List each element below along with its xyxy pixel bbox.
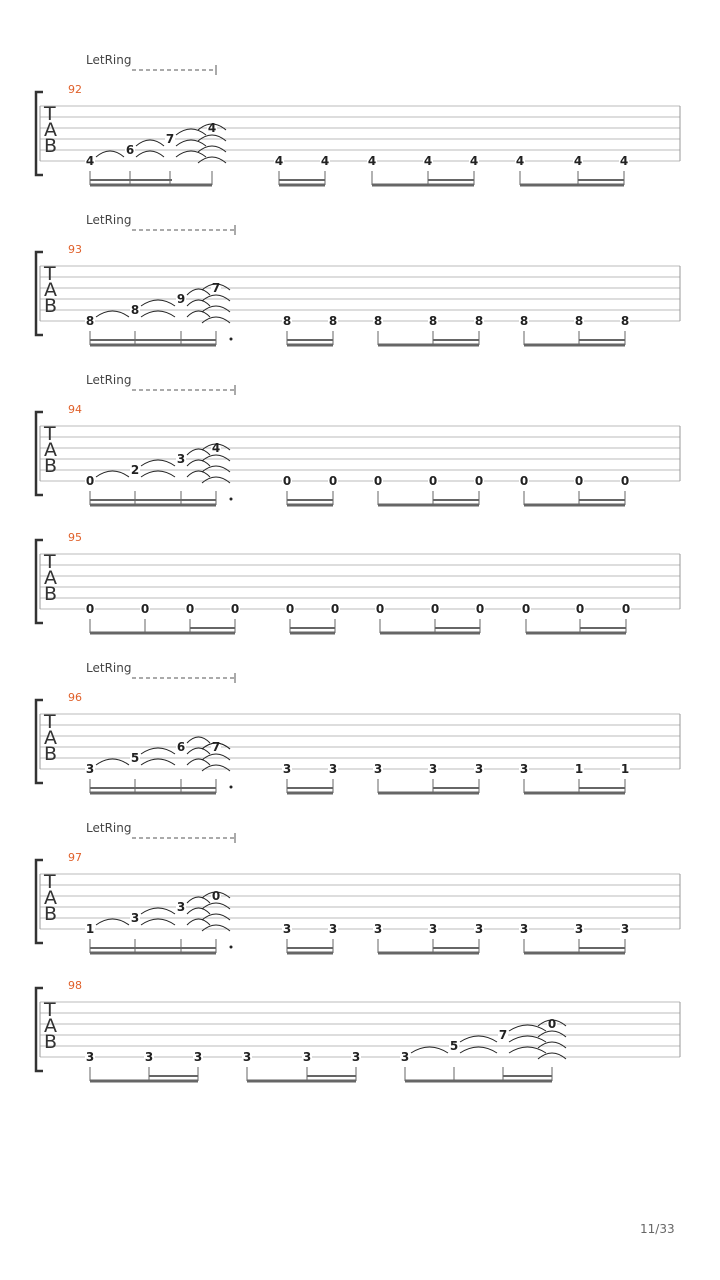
fret-number: 4 xyxy=(85,154,95,168)
fret-number: 3 xyxy=(282,922,292,936)
fret-number: 3 xyxy=(428,922,438,936)
measure-number: 98 xyxy=(68,979,82,992)
ring-arc xyxy=(198,146,226,152)
fret-number: 3 xyxy=(176,452,186,466)
measure-number: 94 xyxy=(68,403,82,416)
ring-arc xyxy=(202,477,230,483)
fret-number: 0 xyxy=(474,474,484,488)
tie-arc xyxy=(187,908,210,914)
tie-arc xyxy=(141,748,175,754)
ring-arc xyxy=(538,1042,566,1048)
fret-number: 0 xyxy=(282,474,292,488)
fret-number: 0 xyxy=(373,474,383,488)
fret-number: 8 xyxy=(85,314,95,328)
tab-clef-letter: B xyxy=(44,135,58,157)
measure-number: 93 xyxy=(68,243,82,256)
fret-number: 4 xyxy=(367,154,377,168)
tie-arc xyxy=(187,897,210,903)
fret-number: 9 xyxy=(176,292,186,306)
tie-arc xyxy=(141,471,175,477)
tab-clef-letter: A xyxy=(44,119,57,141)
tie-arc xyxy=(176,129,206,135)
ring-arc xyxy=(198,135,226,141)
tab-clef-letter: A xyxy=(44,439,57,461)
fret-number: 8 xyxy=(373,314,383,328)
fret-number: 3 xyxy=(328,922,338,936)
fret-number: 0 xyxy=(230,602,240,616)
fret-number: 4 xyxy=(207,121,217,135)
page-number: 11/33 xyxy=(640,1222,675,1236)
tie-arc xyxy=(460,1036,497,1042)
tab-clef-letter: B xyxy=(44,743,58,765)
let-ring-label: LetRing xyxy=(86,661,132,675)
fret-number: 0 xyxy=(185,602,195,616)
tie-arc xyxy=(187,289,210,295)
fret-number: 1 xyxy=(620,762,630,776)
tie-arc xyxy=(509,1036,546,1042)
fret-number: 3 xyxy=(302,1050,312,1064)
tie-arc xyxy=(509,1047,546,1053)
dot xyxy=(230,338,233,341)
tie-arc xyxy=(187,759,210,765)
tab-clef-letter: A xyxy=(44,567,57,589)
fret-number: 3 xyxy=(474,922,484,936)
fret-number: 0 xyxy=(574,474,584,488)
fret-number: 3 xyxy=(176,900,186,914)
fret-number: 7 xyxy=(211,281,221,295)
tie-arc xyxy=(187,748,210,754)
tie-arc xyxy=(187,471,210,477)
tab-clef-letter: T xyxy=(44,423,56,445)
measure-number: 95 xyxy=(68,531,82,544)
fret-number: 8 xyxy=(328,314,338,328)
tie-arc xyxy=(411,1047,448,1053)
fret-number: 3 xyxy=(474,762,484,776)
fret-number: 3 xyxy=(519,762,529,776)
tab-clef-letter: B xyxy=(44,295,58,317)
fret-number: 4 xyxy=(469,154,479,168)
tie-arc xyxy=(187,300,210,306)
tie-arc xyxy=(141,919,175,925)
fret-number: 3 xyxy=(620,922,630,936)
tie-arc xyxy=(509,1025,546,1031)
tie-arc xyxy=(141,311,175,317)
ring-arc xyxy=(202,765,230,771)
fret-number: 4 xyxy=(211,441,221,455)
fret-number: 0 xyxy=(330,602,340,616)
tab-clef-letter: T xyxy=(44,999,56,1021)
tie-arc xyxy=(136,151,164,157)
measure-number: 96 xyxy=(68,691,82,704)
dot xyxy=(230,946,233,949)
fret-number: 3 xyxy=(85,1050,95,1064)
fret-number: 7 xyxy=(165,132,175,146)
fret-number: 3 xyxy=(85,762,95,776)
fret-number: 3 xyxy=(282,762,292,776)
tie-arc xyxy=(96,151,124,157)
fret-number: 4 xyxy=(320,154,330,168)
fret-number: 8 xyxy=(519,314,529,328)
tie-arc xyxy=(141,908,175,914)
tie-arc xyxy=(176,140,206,146)
ring-arc xyxy=(202,754,230,760)
tab-clef-letter: A xyxy=(44,1015,57,1037)
fret-number: 8 xyxy=(474,314,484,328)
fret-number: 3 xyxy=(328,762,338,776)
ring-arc xyxy=(202,317,230,323)
fret-number: 0 xyxy=(140,602,150,616)
tie-arc xyxy=(187,460,210,466)
ring-arc xyxy=(202,306,230,312)
fret-number: 0 xyxy=(521,602,531,616)
tie-arc xyxy=(96,759,129,765)
let-ring-label: LetRing xyxy=(86,53,132,67)
measure-number: 92 xyxy=(68,83,82,96)
let-ring-label: LetRing xyxy=(86,213,132,227)
fret-number: 0 xyxy=(519,474,529,488)
fret-number: 0 xyxy=(620,474,630,488)
measure-number: 97 xyxy=(68,851,82,864)
fret-number: 8 xyxy=(130,303,140,317)
tie-arc xyxy=(136,140,164,146)
fret-number: 0 xyxy=(475,602,485,616)
ring-arc xyxy=(538,1053,566,1059)
tie-arc xyxy=(176,151,206,157)
fret-number: 0 xyxy=(375,602,385,616)
fret-number: 7 xyxy=(211,740,221,754)
tie-arc xyxy=(187,919,210,925)
fret-number: 5 xyxy=(449,1039,459,1053)
tab-clef-letter: T xyxy=(44,871,56,893)
fret-number: 0 xyxy=(211,889,221,903)
tie-arc xyxy=(96,919,129,925)
fret-number: 2 xyxy=(130,463,140,477)
ring-arc xyxy=(202,455,230,461)
fret-number: 3 xyxy=(400,1050,410,1064)
ring-arc xyxy=(202,925,230,931)
fret-number: 3 xyxy=(242,1050,252,1064)
tie-arc xyxy=(96,471,129,477)
tie-arc xyxy=(96,311,129,317)
tab-clef-letter: B xyxy=(44,1031,58,1053)
dot xyxy=(230,498,233,501)
ring-arc xyxy=(202,903,230,909)
fret-number: 4 xyxy=(274,154,284,168)
fret-number: 0 xyxy=(328,474,338,488)
tie-arc xyxy=(141,460,175,466)
ring-arc xyxy=(202,466,230,472)
fret-number: 1 xyxy=(574,762,584,776)
ring-arc xyxy=(198,157,226,163)
tab-clef-letter: T xyxy=(44,103,56,125)
tab-clef-letter: A xyxy=(44,887,57,909)
fret-number: 7 xyxy=(498,1028,508,1042)
fret-number: 0 xyxy=(547,1017,557,1031)
fret-number: 3 xyxy=(144,1050,154,1064)
tie-arc xyxy=(187,737,210,743)
tab-clef-letter: B xyxy=(44,455,58,477)
tab-clef-letter: B xyxy=(44,583,58,605)
fret-number: 1 xyxy=(85,922,95,936)
ring-arc xyxy=(202,295,230,301)
fret-number: 3 xyxy=(373,762,383,776)
ring-arc xyxy=(202,914,230,920)
fret-number: 8 xyxy=(282,314,292,328)
fret-number: 0 xyxy=(575,602,585,616)
tab-clef-letter: B xyxy=(44,903,58,925)
fret-number: 6 xyxy=(176,740,186,754)
fret-number: 3 xyxy=(351,1050,361,1064)
tab-clef-letter: T xyxy=(44,551,56,573)
fret-number: 0 xyxy=(428,474,438,488)
fret-number: 4 xyxy=(573,154,583,168)
fret-number: 0 xyxy=(621,602,631,616)
tie-arc xyxy=(141,759,175,765)
fret-number: 0 xyxy=(85,474,95,488)
fret-number: 3 xyxy=(574,922,584,936)
fret-number: 3 xyxy=(519,922,529,936)
fret-number: 0 xyxy=(430,602,440,616)
ring-arc xyxy=(538,1031,566,1037)
fret-number: 0 xyxy=(85,602,95,616)
fret-number: 3 xyxy=(373,922,383,936)
tie-arc xyxy=(187,311,210,317)
fret-number: 8 xyxy=(428,314,438,328)
tab-clef-letter: A xyxy=(44,727,57,749)
dot xyxy=(230,786,233,789)
fret-number: 6 xyxy=(125,143,135,157)
let-ring-label: LetRing xyxy=(86,821,132,835)
fret-number: 0 xyxy=(285,602,295,616)
tab-clef-letter: T xyxy=(44,711,56,733)
let-ring-label: LetRing xyxy=(86,373,132,387)
fret-number: 8 xyxy=(574,314,584,328)
fret-number: 4 xyxy=(515,154,525,168)
tie-arc xyxy=(141,300,175,306)
fret-number: 3 xyxy=(428,762,438,776)
tie-arc xyxy=(187,449,210,455)
fret-number: 3 xyxy=(130,911,140,925)
fret-number: 8 xyxy=(620,314,630,328)
tab-clef-letter: A xyxy=(44,279,57,301)
tie-arc xyxy=(460,1047,497,1053)
tab-clef-letter: T xyxy=(44,263,56,285)
fret-number: 5 xyxy=(130,751,140,765)
fret-number: 3 xyxy=(193,1050,203,1064)
fret-number: 4 xyxy=(423,154,433,168)
fret-number: 4 xyxy=(619,154,629,168)
